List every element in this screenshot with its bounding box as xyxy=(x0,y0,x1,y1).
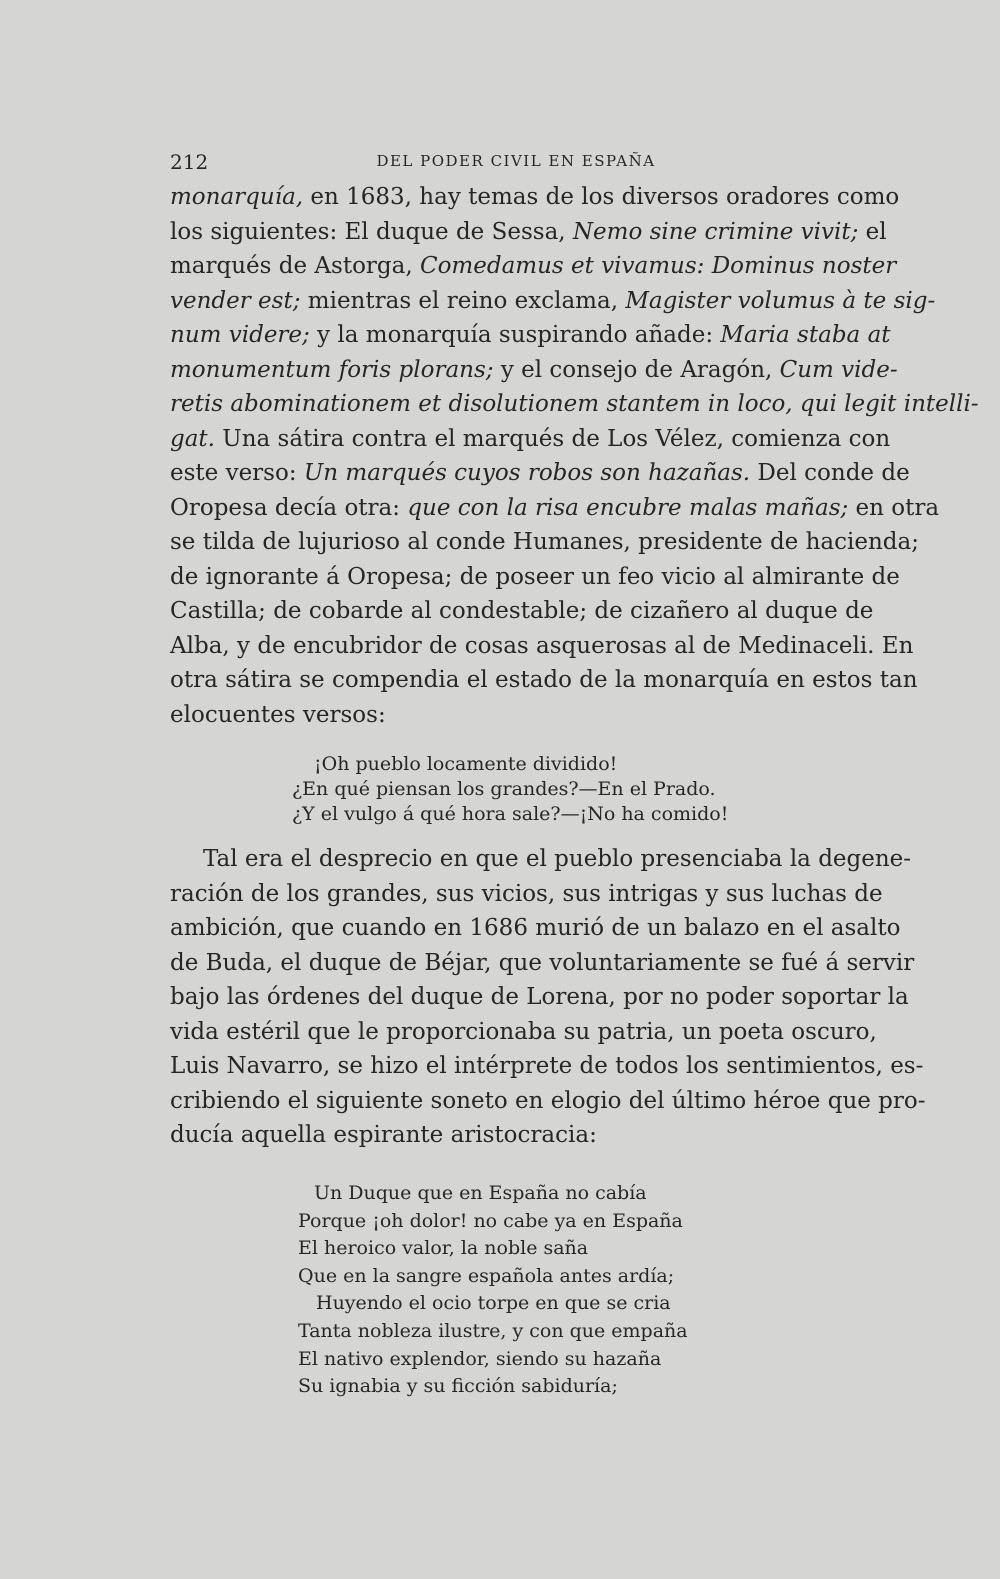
verse-line: Huyendo el ocio torpe en que se cria xyxy=(316,1292,671,1315)
text-line xyxy=(170,594,874,629)
text-run: en 1683, hay temas de los diversos oradores como xyxy=(303,184,900,210)
text-line: ambición, que cuando en 1686 murió de un balazo en el asalto xyxy=(170,915,901,941)
verse-line: ¿Y el vulgo á qué hora sale?—¡No ha comido! xyxy=(292,803,729,825)
verse-satire xyxy=(292,752,728,827)
italic-text-run: Magister volumus à te sig- xyxy=(625,287,936,314)
verse-line: Su ignabia y su ficción sabiduría; xyxy=(298,1375,618,1398)
text-line xyxy=(170,456,910,491)
italic-text-run: monarquía, xyxy=(170,184,304,210)
italic-text-run: vender est; xyxy=(170,287,301,314)
text-run: marqués de Astorga, xyxy=(170,253,420,279)
italic-text-run: num videre; xyxy=(170,322,310,348)
text-line xyxy=(170,387,979,422)
running-title: DEL PODER CIVIL EN ESPAÑA xyxy=(376,152,656,170)
text-run: y el consejo de Aragón, xyxy=(493,356,780,383)
text-run: y la monarquía suspirando añade: xyxy=(309,322,721,348)
paragraph-2 xyxy=(170,842,926,1153)
text-run: Del conde de xyxy=(750,460,910,486)
text-line xyxy=(170,180,900,215)
italic-text-run: Comedamus et vivamus: Dominus noster xyxy=(419,253,897,279)
text-line: bajo las órdenes del duque de Lorena, por no poder soportar la xyxy=(170,984,909,1010)
text-run: mientras el reino exclama, xyxy=(300,287,626,314)
text-line xyxy=(170,318,891,353)
text-line: ración de los grandes, sus vicios, sus intrigas y sus luchas de xyxy=(170,880,883,907)
page-header xyxy=(170,150,862,174)
text-run: Una sátira contra el marqués de Los Vélez, comienza con xyxy=(215,425,891,452)
text-run: en otra xyxy=(848,494,940,521)
verse-line: ¿En qué piensan los grandes?—En el Prado. xyxy=(292,778,716,800)
text-line xyxy=(170,353,898,388)
verse-line: Tanta nobleza ilustre, y con que empaña xyxy=(298,1319,688,1342)
verse-line: Un Duque que en España no cabía xyxy=(314,1182,647,1204)
italic-text-run: que con la risa encubre malas mañas; xyxy=(407,494,849,521)
text-line xyxy=(170,422,891,457)
text-line xyxy=(170,525,919,560)
verse-line: Que en la sangre española antes ardía; xyxy=(298,1264,675,1287)
text-line: cribiendo el siguiente soneto en elogio del último héroe que pro- xyxy=(170,1087,926,1114)
text-line: Luis Navarro, se hizo el intérprete de todos los sentimientos, es- xyxy=(170,1053,924,1079)
text-line xyxy=(170,698,862,733)
text-line xyxy=(170,215,887,250)
text-run: Alba, y de encubridor de cosas asquerosas al de Medinaceli. En xyxy=(170,632,914,659)
italic-text-run: gat. xyxy=(170,425,215,452)
text-line xyxy=(170,663,918,698)
page-number: 212 xyxy=(170,150,209,174)
text-run: el xyxy=(858,218,887,245)
text-line xyxy=(170,560,900,595)
text-run: se tilda de lujurioso al conde Humanes, presidente de hacienda; xyxy=(170,529,919,555)
verse-line: El heroico valor, la noble saña xyxy=(298,1237,589,1260)
text-run: los siguientes: El duque de Sessa, xyxy=(170,218,573,245)
italic-text-run: Cum vide- xyxy=(779,356,898,383)
verse-line: ¡Oh pueblo locamente dividido! xyxy=(314,753,618,775)
text-line: de Buda, el duque de Béjar, que voluntariamente se fué á servir xyxy=(170,949,915,976)
verse-line: El nativo explendor, siendo su hazaña xyxy=(298,1347,662,1370)
italic-text-run: Maria staba at xyxy=(720,322,891,348)
text-line: Tal era el desprecio en que el pueblo presenciaba la degene- xyxy=(203,846,912,872)
italic-text-run: monumentum foris plorans; xyxy=(170,356,494,383)
text-line: ducía aquella espirante aristocracia: xyxy=(170,1122,597,1148)
verse-sonnet xyxy=(298,1180,688,1401)
text-line xyxy=(170,629,914,664)
text-run: Oropesa decía otra: xyxy=(170,494,408,521)
verse-line: Porque ¡oh dolor! no cabe ya en España xyxy=(298,1209,683,1232)
text-line xyxy=(170,284,936,319)
italic-text-run: Nemo sine crimine vivit; xyxy=(572,218,859,245)
text-line: vida estéril que le proporcionaba su patria, un poeta oscuro, xyxy=(170,1018,877,1045)
paragraph-1 xyxy=(170,180,979,732)
text-run: elocuentes versos: xyxy=(170,701,386,728)
text-run: de ignorante á Oropesa; de poseer un feo vicio al almirante de xyxy=(170,563,900,590)
text-run: Castilla; de cobarde al condestable; de cizañero al duque de xyxy=(170,598,874,624)
text-line xyxy=(170,491,940,526)
text-run: otra sátira se compendia el estado de la monarquía en estos tan xyxy=(170,667,918,693)
text-line xyxy=(170,249,897,284)
italic-text-run: Un marqués cuyos robos son hazañas. xyxy=(303,460,751,486)
text-run: este verso: xyxy=(170,460,304,486)
italic-text-run: retis abominationem et disolutionem stantem in loco, qui legit intelli- xyxy=(170,391,979,417)
